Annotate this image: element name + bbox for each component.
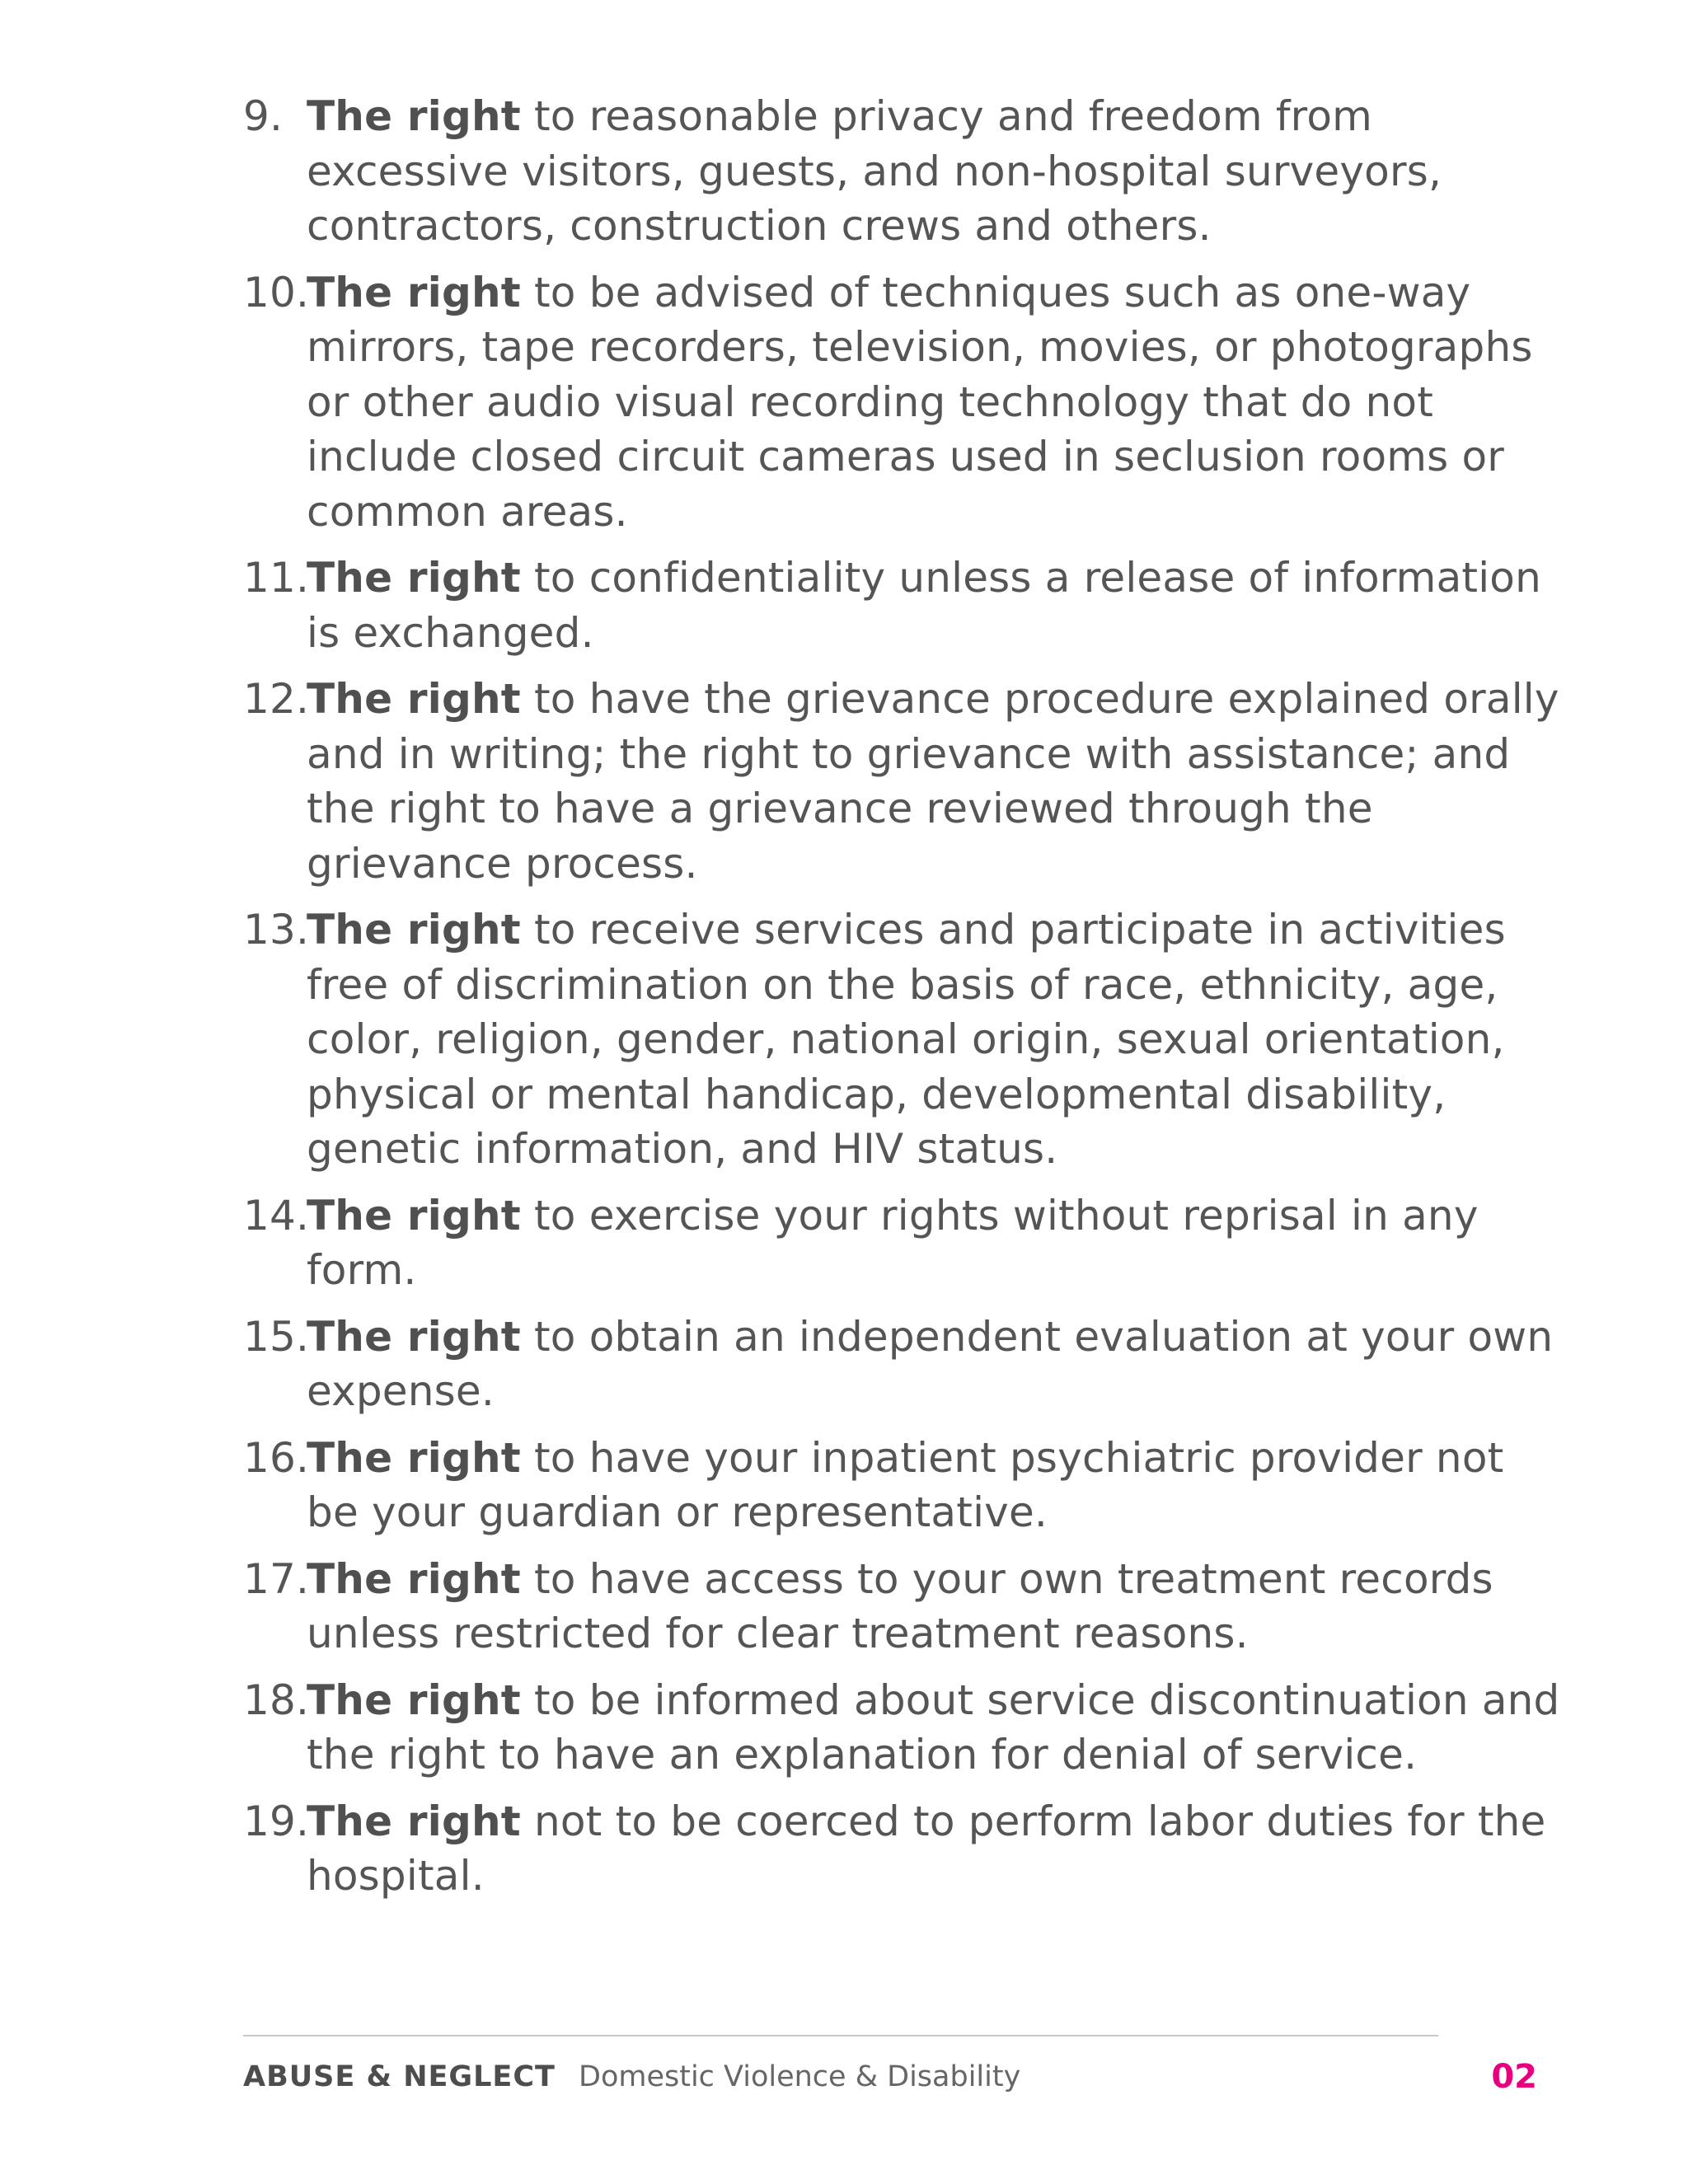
item-text: to exercise your rights without reprisal in any form.	[307, 1191, 1479, 1294]
item-text: to receive services and participate in activities free of discrimination on the basis of race, ethnicity, age, color, religion, gender, national origin, sexual orientation, physical or mental handicap, developmental disability, genetic information, and HIV status.	[307, 906, 1506, 1173]
item-lead: The right	[307, 906, 521, 954]
right-item-11	[243, 551, 1562, 660]
page-footer	[243, 2056, 1537, 2106]
page-number: 02	[1491, 2058, 1537, 2096]
right-item-15	[243, 1310, 1562, 1419]
right-item-17	[243, 1552, 1562, 1661]
item-lead: The right	[307, 1433, 521, 1482]
item-number: 15.	[243, 1312, 310, 1361]
item-number: 11.	[243, 554, 310, 602]
right-item-12	[243, 672, 1562, 891]
item-text: to reasonable privacy and freedom from excessive visitors, guests, and non-hospital surveyors, contractors, construction crews and others.	[307, 92, 1442, 250]
item-text: to obtain an independent evaluation at your own expense.	[307, 1312, 1554, 1415]
item-number: 16.	[243, 1433, 310, 1482]
rights-list	[243, 89, 1562, 1915]
item-lead: The right	[307, 675, 521, 723]
item-text: to be informed about service discontinuation and the right to have an explanation for denial of service.	[307, 1675, 1560, 1779]
item-number: 9.	[243, 92, 284, 140]
footer-divider	[243, 2035, 1438, 2036]
item-lead: The right	[307, 92, 521, 140]
item-lead: The right	[307, 554, 521, 602]
item-number: 10.	[243, 268, 310, 316]
item-text: to be advised of techniques such as one-way mirrors, tape recorders, television, movies, or photographs or other audio visual recording technology that do not include closed circuit cameras used in seclusion rooms or common areas.	[307, 268, 1533, 536]
item-lead: The right	[307, 1312, 521, 1361]
item-number: 19.	[243, 1797, 310, 1845]
item-lead: The right	[307, 1797, 521, 1845]
item-text: to have your inpatient psychiatric provider not be your guardian or representative.	[307, 1433, 1504, 1536]
item-number: 13.	[243, 906, 310, 954]
item-lead: The right	[307, 1554, 521, 1603]
right-item-16	[243, 1431, 1562, 1540]
right-item-19	[243, 1794, 1562, 1904]
item-text: to have access to your own treatment records unless restricted for clear treatment reasons.	[307, 1554, 1493, 1657]
right-item-13	[243, 902, 1562, 1177]
right-item-10	[243, 265, 1562, 540]
footer-subtitle: Domestic Violence & Disability	[579, 2060, 1021, 2093]
right-item-14	[243, 1188, 1562, 1298]
item-lead: The right	[307, 1191, 521, 1240]
footer-section-title: ABUSE & NEGLECT	[243, 2060, 556, 2093]
item-number: 17.	[243, 1554, 310, 1603]
right-item-18	[243, 1673, 1562, 1783]
item-text: not to be coerced to perform labor duties for the hospital.	[307, 1797, 1546, 1900]
item-text: to confidentiality unless a release of information is exchanged.	[307, 554, 1541, 657]
item-number: 18.	[243, 1675, 310, 1724]
item-lead: The right	[307, 1675, 521, 1724]
item-lead: The right	[307, 268, 521, 316]
item-number: 14.	[243, 1191, 310, 1240]
item-text: to have the grievance procedure explained orally and in writing; the right to grievance with assistance; and the right to have a grievance reviewed through the grievance process.	[307, 675, 1559, 888]
item-number: 12.	[243, 675, 310, 723]
right-item-9	[243, 89, 1562, 254]
